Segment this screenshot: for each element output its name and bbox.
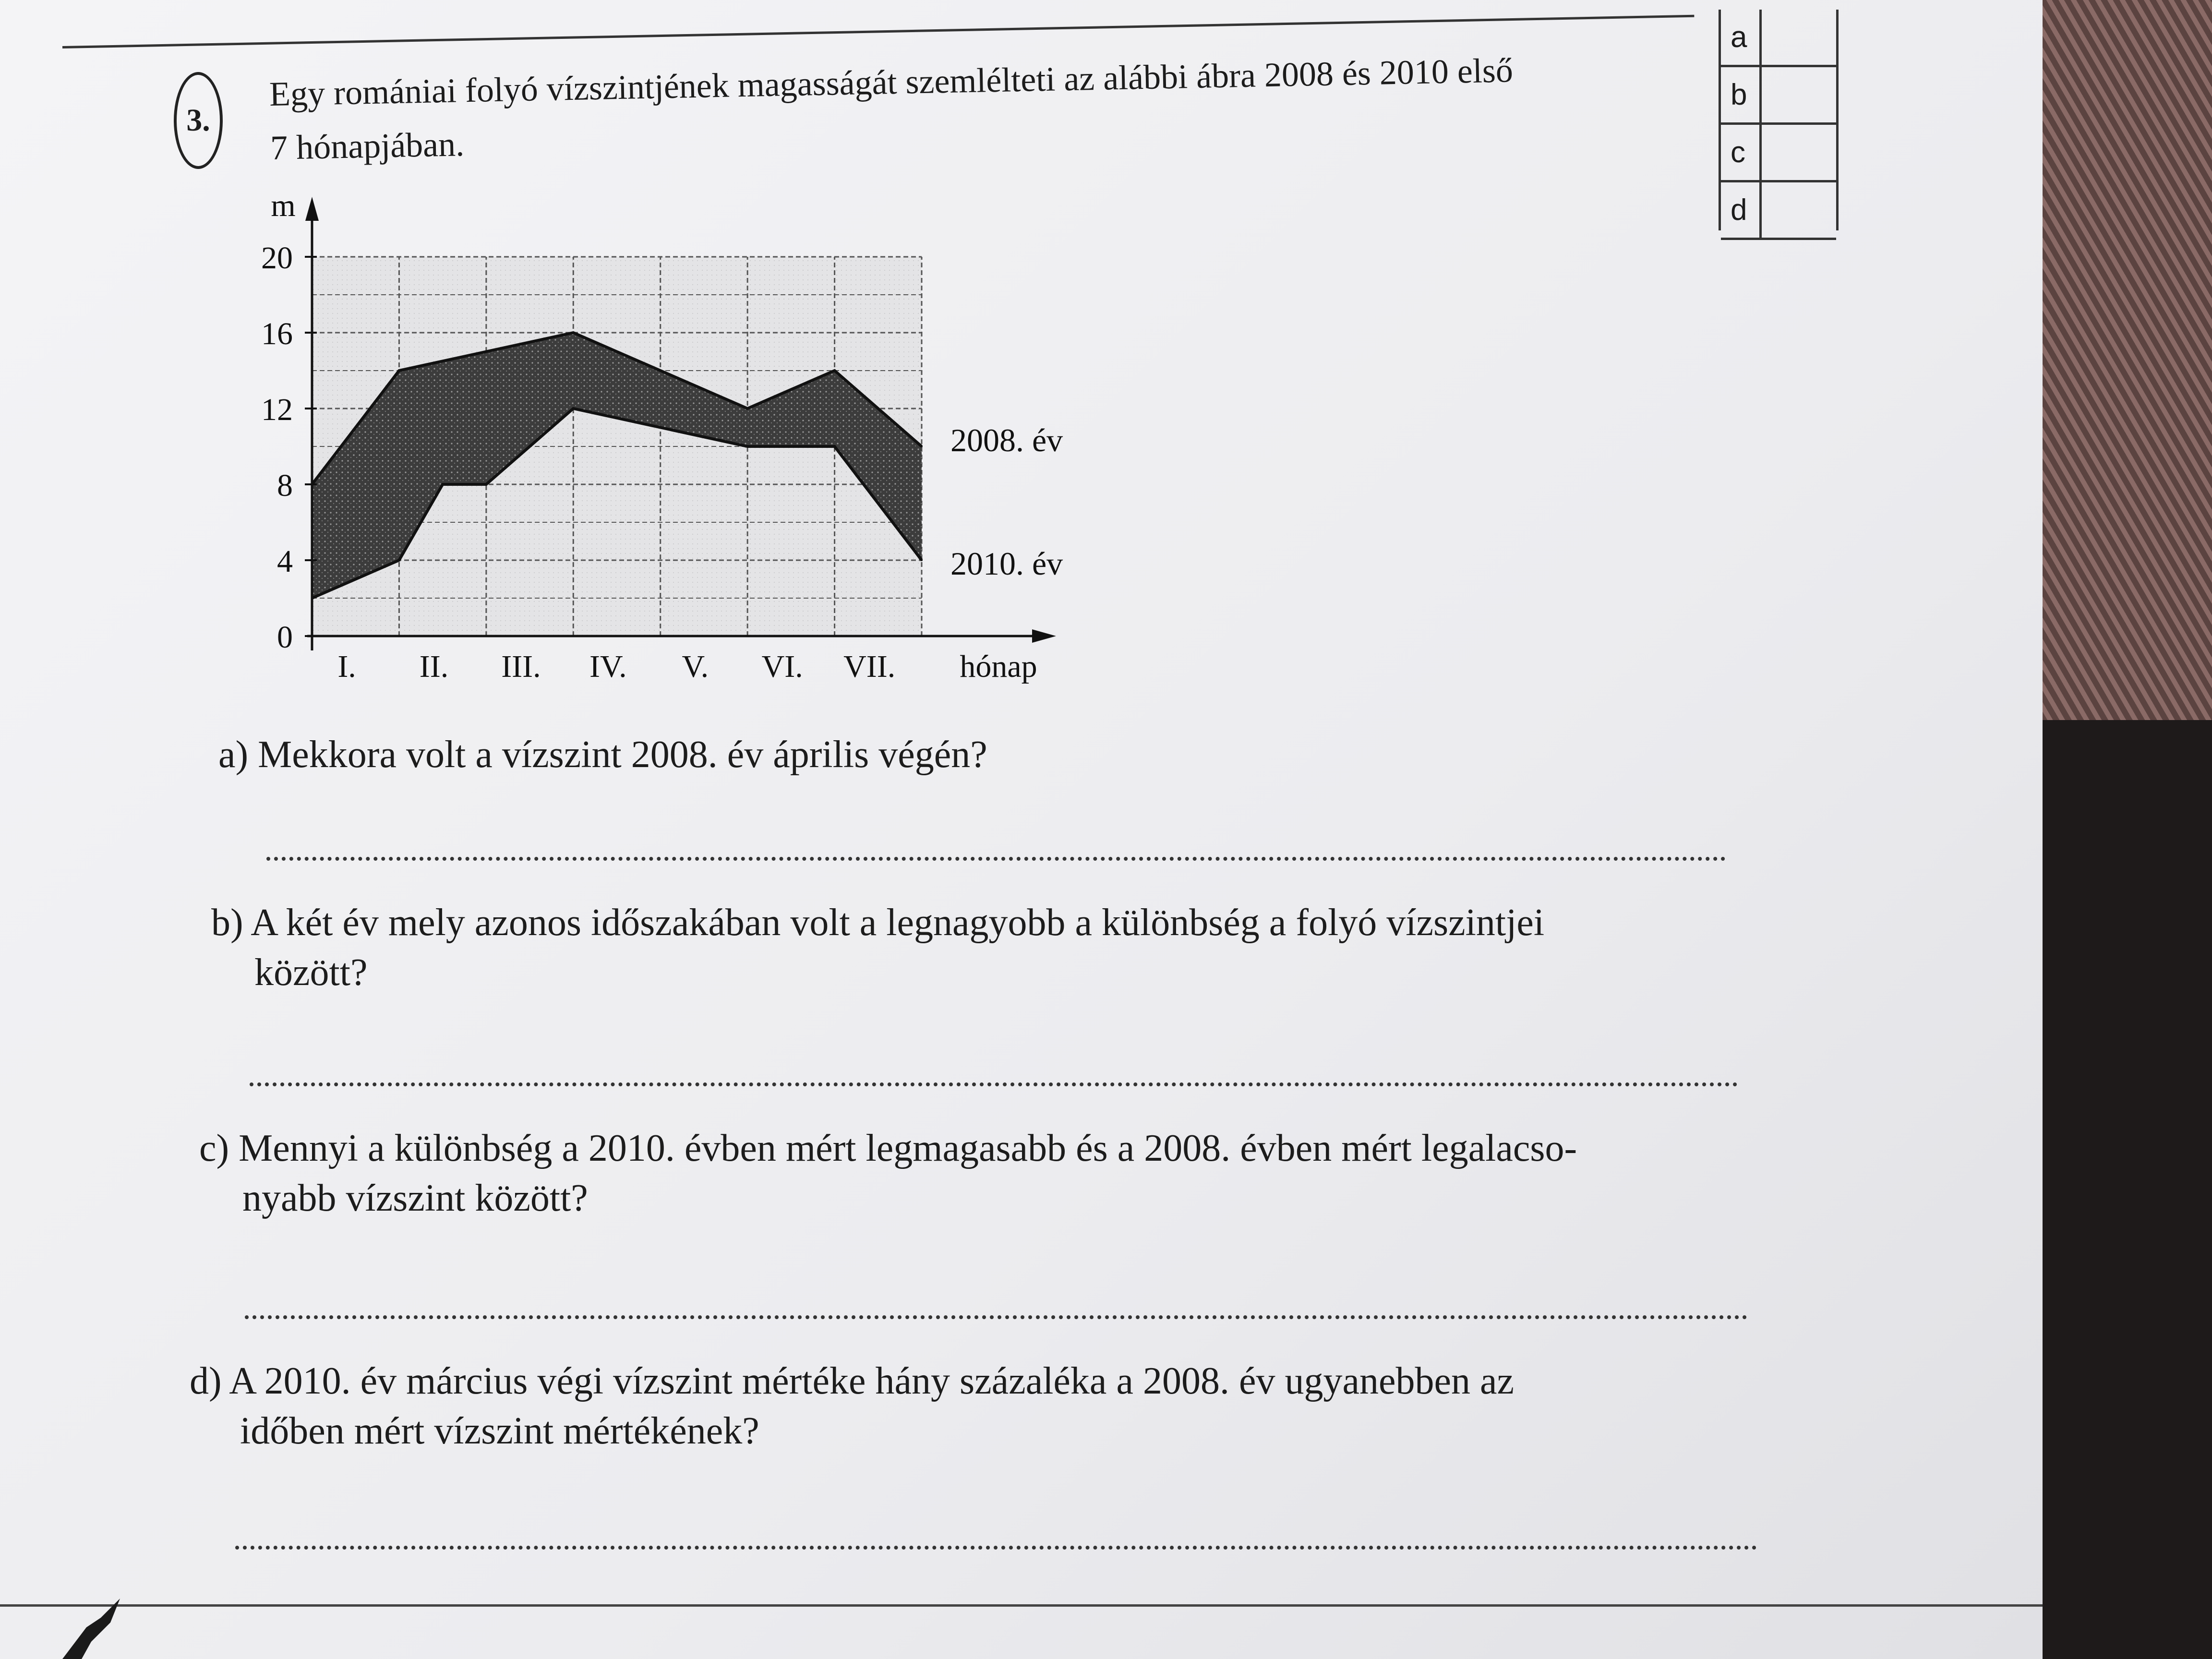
data-point (660, 427, 661, 429)
x-axis-label: hónap (960, 649, 1037, 684)
data-point (746, 445, 748, 447)
task-d (190, 1356, 1514, 1456)
x-tick-label: V. (682, 649, 709, 684)
data-point (660, 370, 661, 372)
x-tick-label: III. (501, 649, 541, 684)
task-c-text2: nyabb vízszint között? (242, 1177, 588, 1219)
score-row-a[interactable] (1721, 10, 1836, 67)
score-label-b: b (1731, 67, 1762, 122)
score-row-d[interactable] (1721, 182, 1836, 240)
answer-line-c[interactable] (245, 1315, 1747, 1319)
question-number (174, 72, 223, 169)
data-point (921, 445, 923, 447)
data-point (746, 408, 748, 409)
legend-2010: 2010. év (950, 545, 1063, 582)
data-point (834, 370, 836, 372)
data-point (485, 351, 487, 353)
x-tick-label: II. (419, 649, 449, 684)
y-axis-label: m (271, 188, 296, 223)
task-b-label: b) (211, 902, 243, 944)
score-row-c[interactable] (1721, 125, 1836, 182)
score-label-d: d (1731, 182, 1762, 238)
task-b-text2: között? (254, 951, 368, 994)
y-tick-label: 8 (277, 468, 293, 503)
question-intro (269, 39, 1711, 175)
y-axis-arrow (305, 197, 319, 221)
data-point (921, 559, 923, 561)
data-point (834, 445, 836, 447)
task-a-label: a) (218, 733, 249, 776)
task-b (211, 898, 1544, 998)
data-point (398, 370, 400, 372)
question-intro-line2: 7 hónapjában. (270, 125, 465, 167)
x-axis-arrow (1032, 629, 1056, 643)
task-d-text1: A 2010. év március végi vízszint mértéke hány százaléka a 2008. év ugyanebben az (229, 1360, 1514, 1402)
task-b-text1: A két év mely azonos időszakában volt a legnagyobb a különbség a folyó vízszintjei (251, 902, 1545, 944)
data-point (572, 332, 574, 334)
x-tick-label: IV. (589, 649, 627, 684)
pen-icon (53, 1599, 139, 1659)
task-d-text2: időben mért vízszint mértékének? (240, 1410, 759, 1452)
score-label-a: a (1731, 10, 1762, 65)
y-tick-label: 12 (261, 392, 293, 427)
bottom-rule (0, 1604, 2043, 1607)
task-c-text1: Mennyi a különbség a 2010. évben mért legmagasabb és a 2008. évben mért legalacso- (239, 1127, 1577, 1169)
top-rule (62, 15, 1694, 48)
task-d-label: d) (190, 1360, 222, 1402)
y-tick-label: 20 (261, 240, 293, 276)
data-point (572, 408, 574, 409)
score-box (1719, 10, 1839, 230)
task-c-label: c) (199, 1127, 229, 1169)
task-c (199, 1123, 1577, 1223)
answer-line-b[interactable] (250, 1082, 1738, 1086)
data-point (398, 559, 400, 561)
answer-line-d[interactable] (235, 1546, 1757, 1550)
data-point (485, 483, 487, 485)
question-number-text: 3. (186, 103, 210, 138)
water-level-chart (226, 182, 1138, 710)
answer-line-a[interactable] (266, 857, 1726, 861)
x-tick-label: I. (337, 649, 356, 684)
legend-2008: 2008. év (950, 422, 1063, 458)
data-point (442, 483, 444, 485)
x-tick-label: VII. (843, 649, 896, 684)
task-a (218, 730, 987, 780)
y-tick-label: 0 (277, 620, 293, 655)
y-tick-label: 16 (261, 316, 293, 351)
score-row-b[interactable] (1721, 67, 1836, 125)
x-tick-label: VI. (761, 649, 803, 684)
question-intro-line1: Egy romániai folyó vízszintjének magasságát szemlélteti az alábbi ábra 2008 és 2010 első (269, 51, 1514, 113)
y-tick-label: 4 (277, 544, 293, 579)
score-label-c: c (1731, 125, 1762, 180)
task-a-text: Mekkora volt a vízszint 2008. év április végén? (258, 733, 987, 776)
